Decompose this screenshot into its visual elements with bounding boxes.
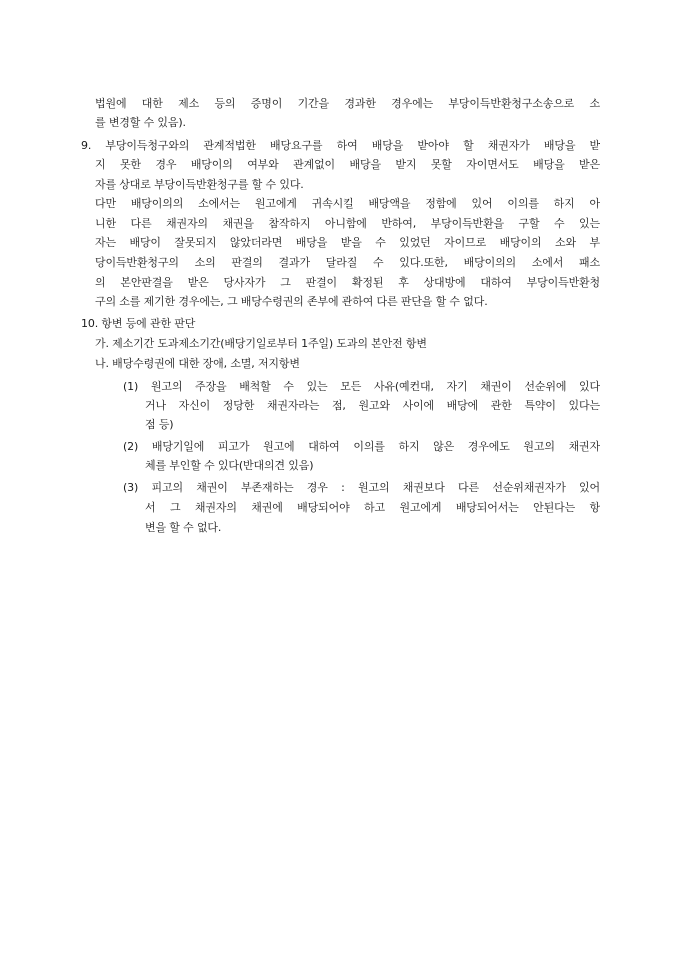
text-line: 서 그 채권자의 채권에 배당되어야 하고 원고에게 배당되어서는 안된다는 항 [145, 501, 600, 514]
text-line: 자를 상대로 부당이득반환청구를 할 수 있다. [95, 178, 304, 191]
text-line: 당이득반환청구의 소의 판결의 결과가 달라질 수 있다.또한, 배당이의의 소에서 패소 [95, 256, 600, 269]
list-item-9: 9. 부당이득청구와의 관계적법한 배당요구를 하여 배당을 받아야 할 채권자가 배당을 받 [81, 139, 600, 152]
text-line: 체를 부인할 수 있다(반대의견 있음) [145, 459, 314, 472]
text-line: 변을 할 수 없다. [145, 521, 222, 534]
section-heading-10: 10. 항변 등에 관한 판단 [81, 317, 196, 330]
list-item-3: (3) 피고의 채권이 부존재하는 경우 : 원고의 채권보다 다른 선순위채권자가 있어 [123, 481, 600, 494]
subsection-ga: 가. 제소기간 도과제소기간(배당기일로부터 1주일) 도과의 본안전 항변 [95, 337, 427, 350]
subsection-na: 나. 배당수령권에 대한 장애, 소멸, 저지항변 [95, 357, 300, 370]
text-line: 점 등) [145, 418, 174, 431]
list-item-2: (2) 배당기일에 피고가 원고에 대하여 이의를 하지 않은 경우에도 원고의 채권자 [123, 440, 600, 453]
text-line: 를 변경할 수 있음). [95, 116, 186, 129]
text-line: 자는 배당이 잘못되지 않았더라면 배당을 받을 수 있었던 자이므로 배당이의 소와 부 [95, 236, 600, 249]
text-line: 지 못한 경우 배당이의 여부와 관계없이 배당을 받지 못할 자이면서도 배당을 받은 [95, 158, 600, 171]
text-line: 니한 다른 채권자의 채권을 참작하지 아니함에 반하여, 부당이득반환을 구할 수 있는 [95, 217, 600, 230]
text-line: 의 본안판결을 받은 당사자가 그 판결이 확정된 후 상대방에 대하여 부당이득반환청 [95, 276, 600, 289]
list-item-1: (1) 원고의 주장을 배척할 수 있는 모든 사유(예컨대, 자기 채권이 선순위에 있다 [123, 380, 600, 393]
text-line: 구의 소를 제기한 경우에는, 그 배당수령권의 존부에 관하여 다른 판단을 할 수 없다. [95, 295, 488, 308]
text-line: 법원에 대한 제소 등의 증명이 기간을 경과한 경우에는 부당이득반환청구소송으로 소 [95, 97, 600, 110]
text-line: 다만 배당이의의 소에서는 원고에게 귀속시킬 배당액을 정함에 있어 이의를 하지 아 [95, 197, 600, 210]
text-line: 거나 자신이 정당한 채권자라는 점, 원고와 사이에 배당에 관한 특약이 있다는 [145, 399, 600, 412]
